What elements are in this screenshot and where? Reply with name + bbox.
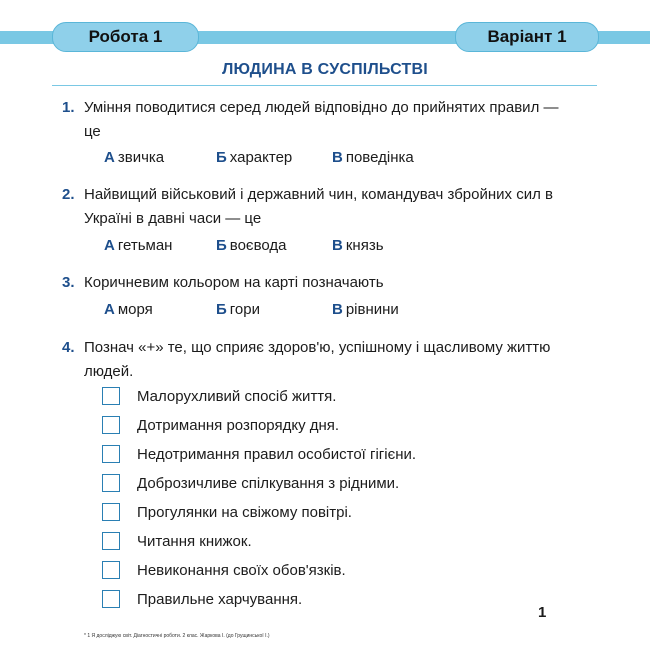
checklist-item — [102, 590, 562, 610]
option-c: В князь — [332, 237, 384, 254]
question-text: Познач «+» те, що сприяє здоров'ю, успішному і щасливому життю людей. — [84, 339, 551, 380]
option-b: Б характер — [216, 149, 293, 166]
question-number: 3. — [62, 274, 75, 291]
checklist-label: Прогулянки на свіжому повітрі. — [137, 504, 352, 521]
checklist-label: Читання книжок. — [137, 533, 252, 550]
question-1 — [62, 96, 564, 144]
question-text: Найвищий військовий і державний чин, командувач збройних сил в Україні в давні часи — це — [84, 186, 553, 227]
question-number: 1. — [62, 99, 75, 116]
checklist-label: Правильне харчування. — [137, 591, 303, 608]
option-a: А звичка — [104, 149, 165, 166]
checklist-item — [102, 387, 562, 407]
checkbox[interactable] — [102, 503, 120, 521]
checkbox[interactable] — [102, 474, 120, 492]
question-3 — [62, 271, 564, 295]
page-number: 1 — [538, 604, 547, 621]
checkbox[interactable] — [102, 590, 120, 608]
question-number: 4. — [62, 339, 75, 356]
option-c: В поведінка — [332, 149, 414, 166]
topic-title: ЛЮДИНА В СУСПІЛЬСТВІ — [222, 61, 428, 78]
question-4 — [62, 336, 564, 384]
checklist-label: Невиконання своїх обов'язків. — [137, 562, 346, 579]
option-b: Б воєвода — [216, 237, 287, 254]
question-number: 2. — [62, 186, 75, 203]
checklist-item — [102, 445, 562, 465]
option-b: Б гори — [216, 301, 260, 318]
variant-label: Варіант 1 — [455, 22, 599, 52]
option-a: А моря — [104, 301, 153, 318]
work-label: Робота 1 — [52, 22, 199, 52]
checklist-item — [102, 561, 562, 581]
option-a: А гетьман — [104, 237, 173, 254]
checklist-label: Доброзичливе спілкування з рідними. — [137, 475, 400, 492]
option-c: В рівнини — [332, 301, 399, 318]
checklist-item — [102, 416, 562, 436]
footnote: * 1 Я досліджую світ. Діагностичні роботи. 2 клас. Жаркова І. (до Грущинської І.) — [84, 633, 270, 639]
checkbox[interactable] — [102, 445, 120, 463]
checkbox[interactable] — [102, 387, 120, 405]
question-text: Уміння поводитися серед людей відповідно до прийнятих правил — це — [84, 99, 559, 140]
checklist-label: Малорухливий спосіб життя. — [137, 388, 337, 405]
checklist-item — [102, 503, 562, 523]
checklist-label: Недотримання правил особистої гігієни. — [137, 446, 417, 463]
checkbox[interactable] — [102, 561, 120, 579]
question-text: Коричневим кольором на карті позначають — [84, 274, 384, 291]
checklist-item — [102, 474, 562, 494]
question-2 — [62, 183, 564, 231]
checklist-label: Дотримання розпорядку дня. — [137, 417, 340, 434]
checklist-item — [102, 532, 562, 552]
checkbox[interactable] — [102, 416, 120, 434]
checkbox[interactable] — [102, 532, 120, 550]
topic-divider — [52, 85, 597, 86]
